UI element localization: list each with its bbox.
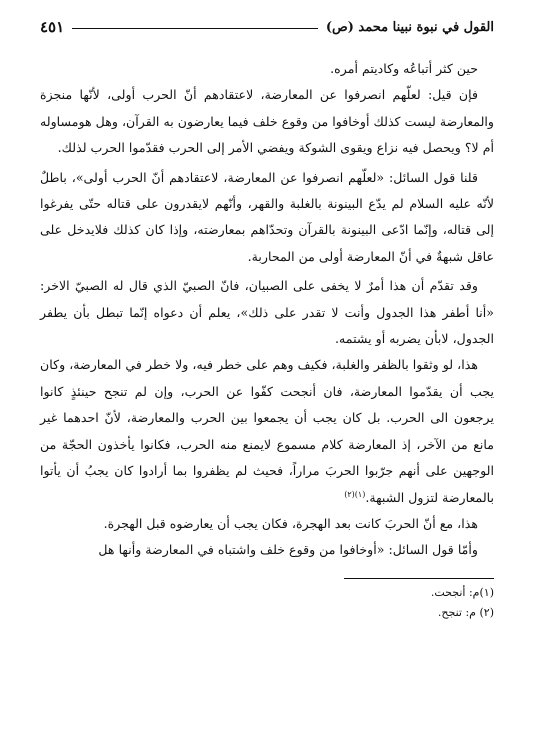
page-header [40, 14, 494, 40]
footnote-rule [344, 578, 494, 579]
paragraph-7: وأمّا قول السائل: «أوخافوا من وقوع خلف واشتباه في المعارضة وأنها هل [98, 542, 478, 558]
paragraph-3: قلنا قول السائل: «لعلّهم انصرفوا عن المعارضة، لاعتقادهم أنّ الحرب أولى»، باطلٌ لأنّه عليه السلام لم يدّع البينونة بالغلبة والقهر، وأنّهم لايقدرون على قتاله حتّى يفرغوا إلى قتاله، وإنّما ادّعى البينونة بالقرآن وتحدّاهم بمعارضته، وإذا كان كذلك فلايدخل على عاقل شبهةٌ في أنّ المعارضة أولى من المحاربة. [40, 169, 494, 264]
footnote-mark-2: (٢) [344, 489, 355, 499]
footnote-2: (٢) م: تنجح. [437, 605, 494, 619]
footnote-mark-1: (١) [354, 489, 366, 499]
page-number: ٤٥١ [40, 18, 65, 36]
running-title: القول في نبوة نبينا محمد (ص) [325, 19, 494, 35]
paragraph-4: وقد تقدّم أن هذا أمرٌ لا يخفى على الصبيان، فانّ الصبيّ الذي قال له الصبيّ الاخر: «أنا أطفر هذا الجدول وأنت لا تقدر على ذلك»، يعلم أن دعواه إنّما تبطل بأن يطفر الجدول، لابأن يضربه أو يشتمه. [40, 278, 494, 347]
paragraph-2: فإن قيل: لعلّهم انصرفوا عن المعارضة، لاعتقادهم أنّ الحرب أولى، لأنّها منجزة والمعارضة ليست كذلك أوخافوا من وقوع خلف فيما يعارضون به القرآن، وهل هومساوله أم لا؟ ويحصل فيه نزاع ويقوى الشوكة ويفضي الأمر إلى الحرب فقدّموا الحرب لذلك. [40, 87, 494, 156]
paragraph-1: حين كثر أتباعُه وكاديتم أمره. [330, 61, 478, 76]
paragraph-6: هذا، مع أنّ الحربَ كانت بعد الهجرة، فكان يجب أن يعارضوه قبل الهجرة. [103, 515, 478, 531]
paragraph-5-text: هذا، لو وثقوا بالظفر والغلبة، فكيف وهم على خطر فيه، ولا خطر في المعارضة، وكان يجب أن يقدّموا المعارضة، فان أنجحت كفّوا عن الحرب، وإن لم تنجح حينئذٍ كانوا يرجعون الى الحرب. بل كان يجب أن يجمعوا بين الحرب والمعارضة، لأنّ احدهما غير مانع من الآخر، إذ المعارضة كلام مسموع لايمنع منه الحرب، فكانوا يأخذون الحجّة من الوجهين على أنهم جرّبوا الحربَ مراراً، فحيث لم يظفروا بما أرادوا كان يجبُ أن يأتوا بالمعارضة لتزول الشبهة. [40, 357, 494, 505]
header-rule [72, 28, 318, 29]
paragraph-5 [40, 352, 494, 510]
body-text [40, 56, 494, 564]
footnotes [40, 583, 494, 623]
footnote-1: (١)م: أنجحت. [430, 585, 494, 599]
